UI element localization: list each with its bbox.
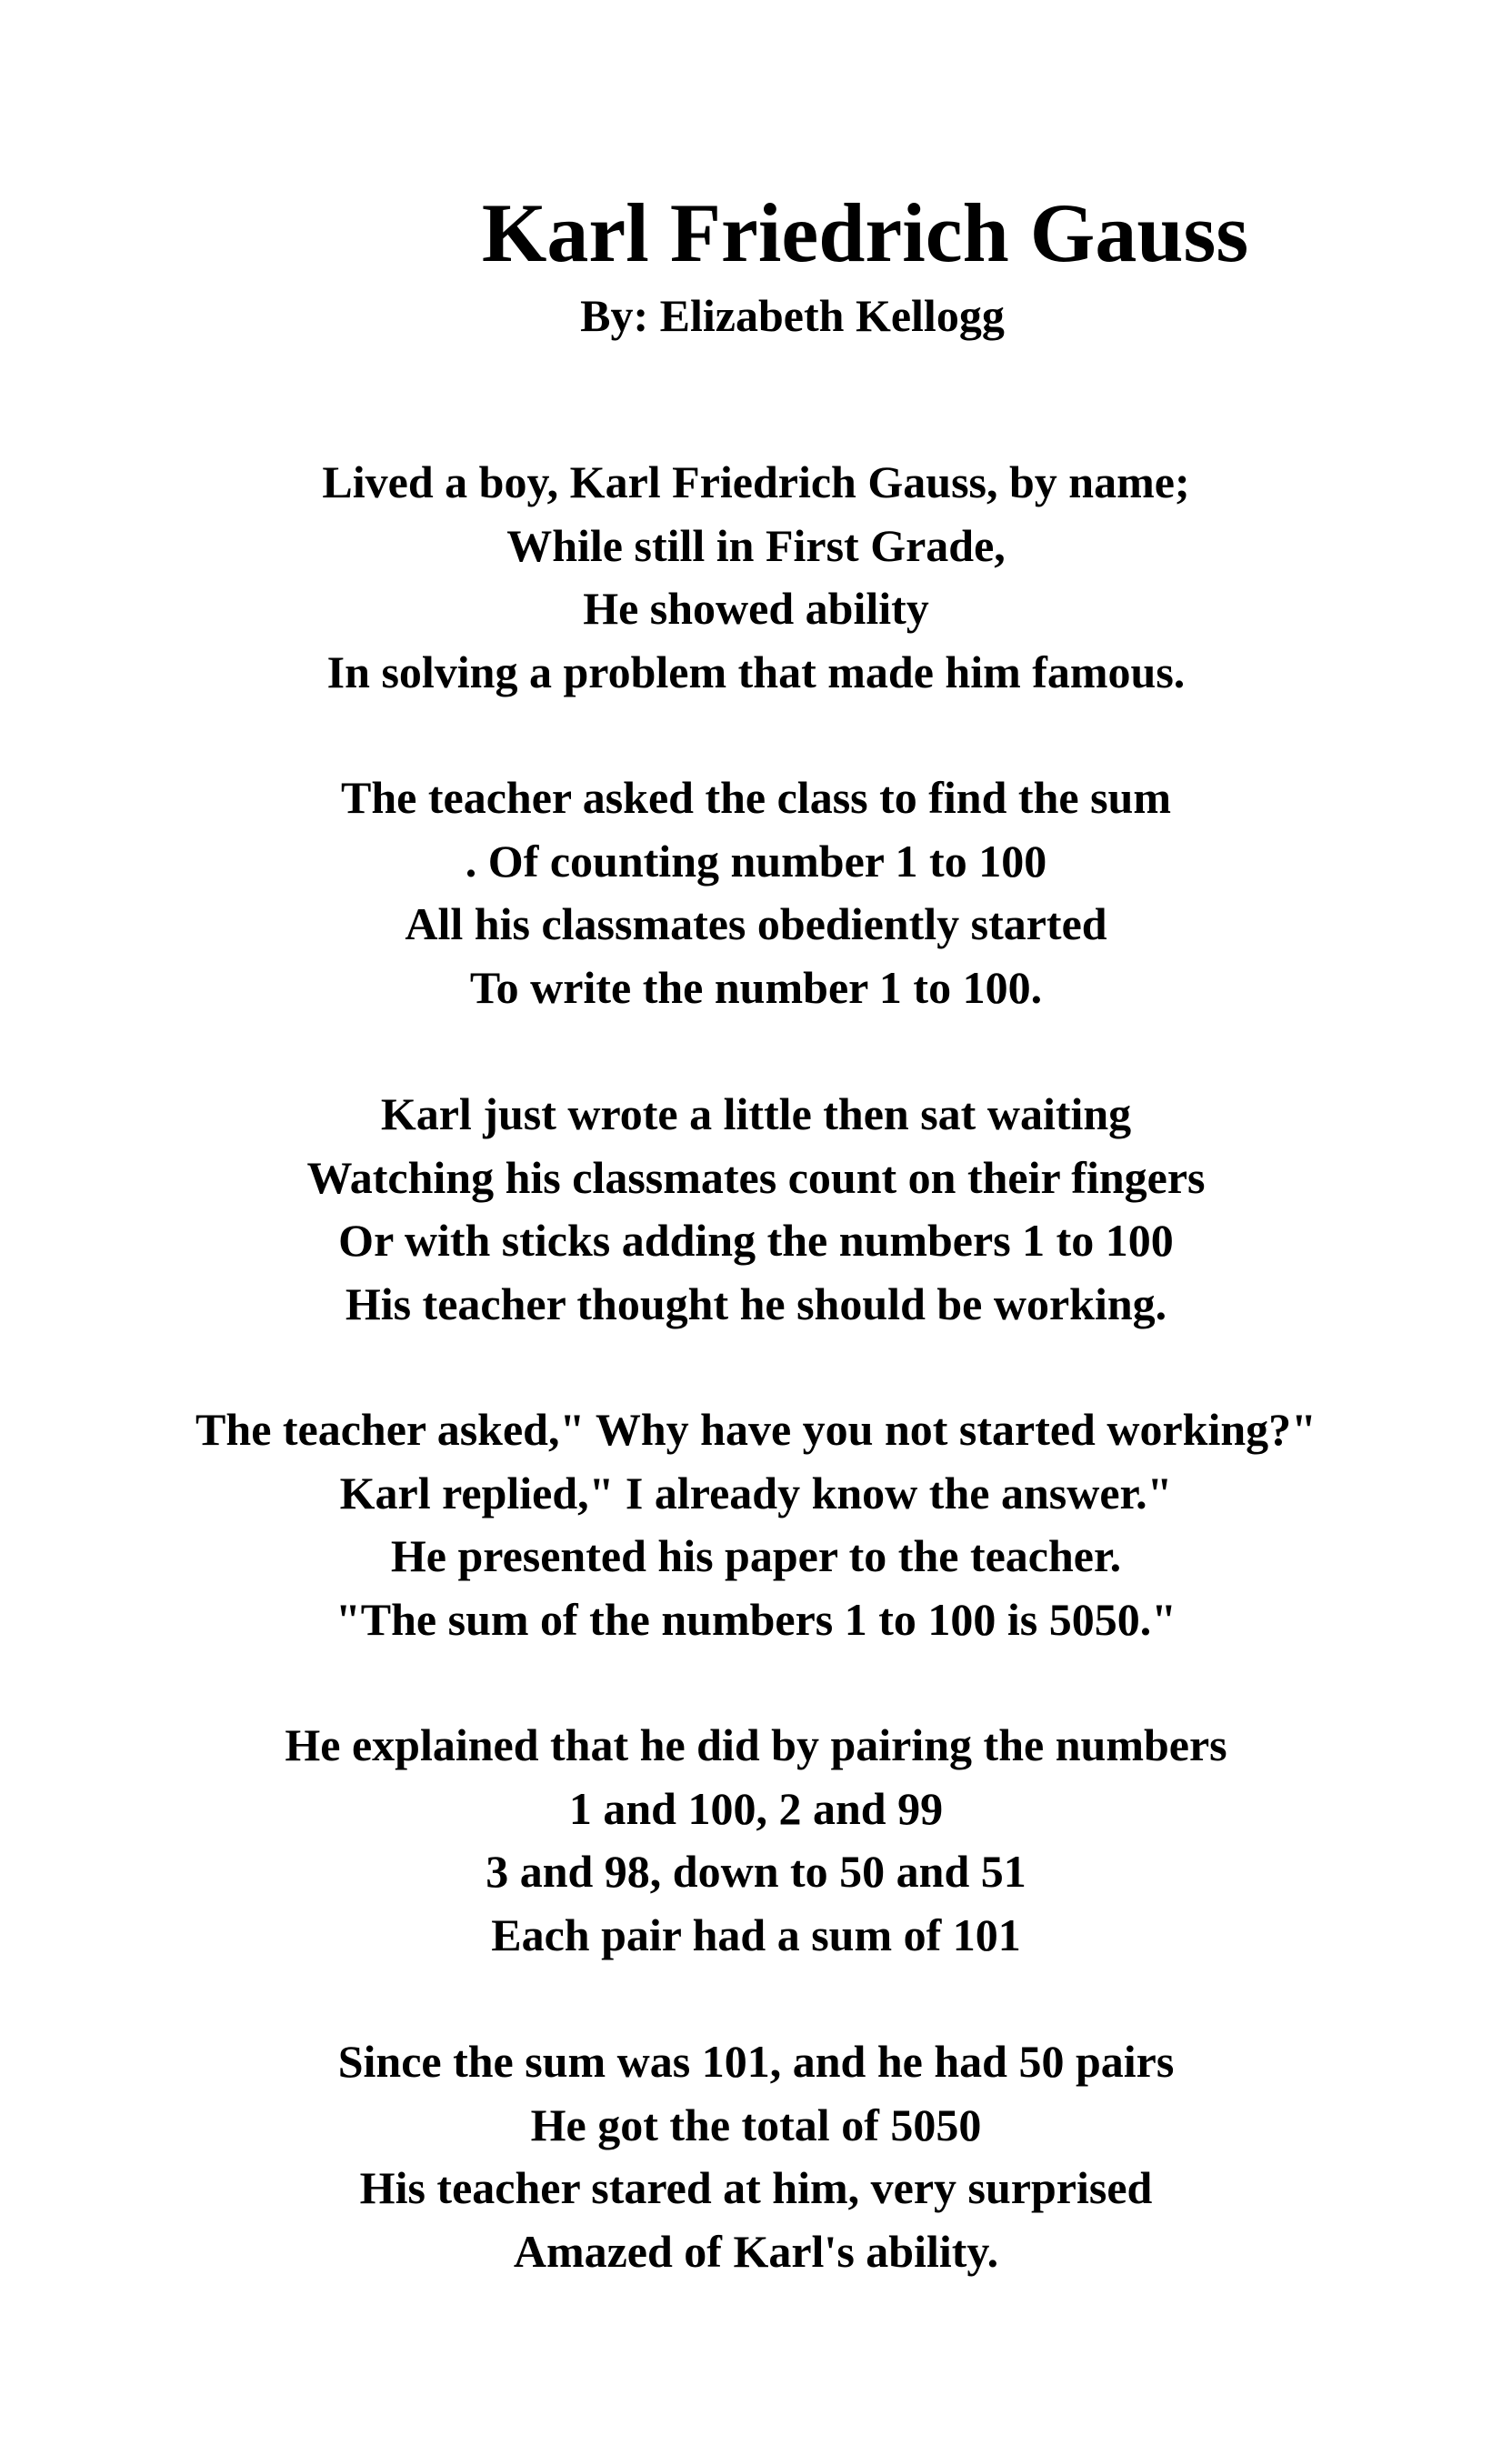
poem-line: 3 and 98, down to 50 and 51 [486, 1846, 1026, 1897]
poem-line: His teacher thought he should be working. [345, 1278, 1167, 1329]
stanza-2 [0, 767, 1512, 1019]
poem-byline: By: Elizabeth Kellogg [580, 290, 1005, 341]
poem-line: He got the total of 5050 [530, 2099, 982, 2150]
poem-line: Karl just wrote a little then sat waiting [380, 1088, 1132, 1139]
poem-line: He presented his paper to the teacher. [390, 1530, 1122, 1581]
poem-line: All his classmates obediently started [405, 898, 1107, 949]
poem-line: 1 and 100, 2 and 99 [568, 1782, 944, 1834]
poem-line: Watching his classmates count on their fingers [306, 1151, 1206, 1203]
poem-line: Or with sticks adding the numbers 1 to 100 [338, 1215, 1174, 1266]
stanza-1 [0, 451, 1512, 704]
poem-line: Karl replied," I already know the answer." [339, 1467, 1173, 1518]
poem-line: Lived a boy, Karl Friedrich Gauss, by name; [322, 456, 1190, 507]
poem-line: His teacher stared at him, very surprised [359, 2162, 1153, 2213]
poem-line: . Of counting number 1 to 100 [465, 835, 1047, 887]
poem-line: He showed ability [583, 583, 929, 634]
stanza-3 [0, 1083, 1512, 1336]
poem-line: The teacher asked the class to find the sum [341, 772, 1171, 823]
stanza-4 [0, 1398, 1512, 1651]
poem-line: "The sum of the numbers 1 to 100 is 5050." [335, 1593, 1177, 1645]
poem-line: While still in First Grade, [506, 519, 1006, 571]
poem-title: Karl Friedrich Gauss [481, 186, 1249, 279]
poem-line: Since the sum was 101, and he had 50 pairs [337, 2036, 1175, 2087]
poem-line: Amazed of Karl's ability. [513, 2225, 999, 2277]
poem-line: Each pair had a sum of 101 [491, 1909, 1021, 1960]
poem-line: The teacher asked," Why have you not started working?" [195, 1404, 1317, 1455]
stanza-5 [0, 1714, 1512, 1967]
stanza-6 [0, 2030, 1512, 2283]
poem-line: He explained that he did by pairing the numbers [285, 1719, 1227, 1770]
poem-line: In solving a problem that made him famous. [326, 646, 1186, 697]
poem-line: To write the number 1 to 100. [469, 961, 1043, 1013]
